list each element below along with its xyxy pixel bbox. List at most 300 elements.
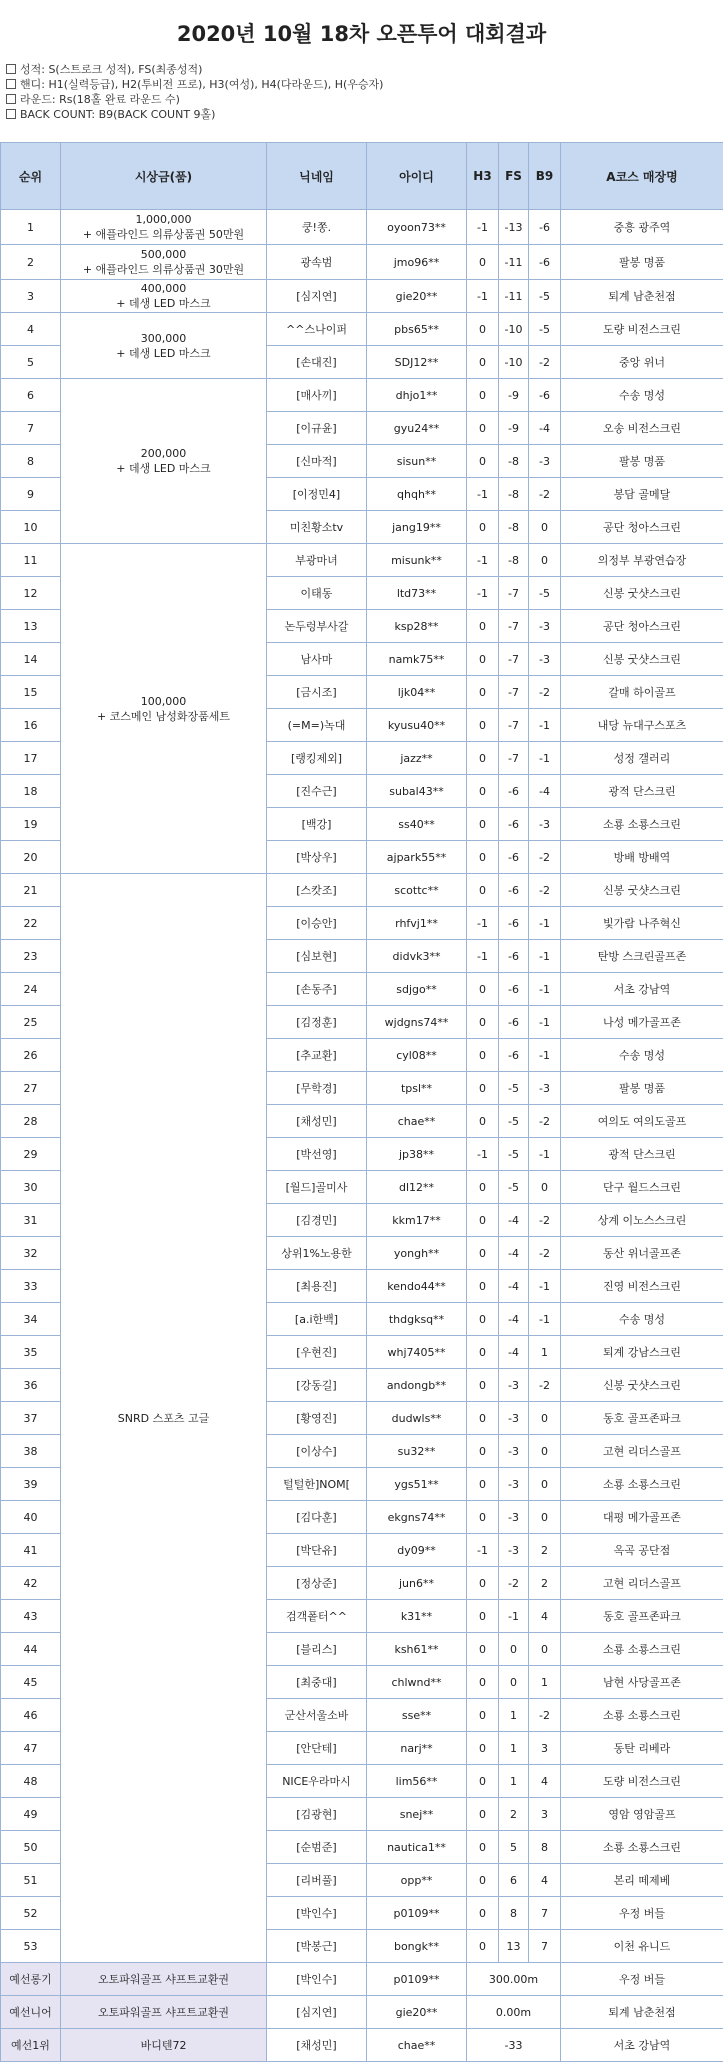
store-cell: 성정 갤러리 — [561, 742, 723, 775]
nickname-cell: [최용진] — [267, 1270, 367, 1303]
b9-cell: 1 — [529, 1666, 561, 1699]
rank-cell: 19 — [1, 808, 61, 841]
b9-cell: -2 — [529, 346, 561, 379]
fs-cell: -4 — [499, 1336, 529, 1369]
h3-cell: 0 — [467, 1303, 499, 1336]
store-cell: 의정부 부광연습장 — [561, 544, 723, 577]
b9-cell: 4 — [529, 1600, 561, 1633]
fs-cell: -13 — [499, 210, 529, 245]
fs-cell: -3 — [499, 1402, 529, 1435]
fs-cell: -3 — [499, 1369, 529, 1402]
b9-cell: -2 — [529, 841, 561, 874]
rank-cell: 41 — [1, 1534, 61, 1567]
fs-cell: 1 — [499, 1732, 529, 1765]
rank-cell: 3 — [1, 280, 61, 313]
fs-cell: 13 — [499, 1930, 529, 1963]
h3-cell: 0 — [467, 346, 499, 379]
b9-cell: 0 — [529, 1633, 561, 1666]
id-cell: thdgksq** — [367, 1303, 467, 1336]
h3-cell: 0 — [467, 445, 499, 478]
nickname-cell: [박인수] — [267, 1963, 367, 1996]
award-name-cell: 예선니어 — [1, 1996, 61, 2029]
store-cell: 소룡 소룡스크린 — [561, 808, 723, 841]
legend-text: 핸디: H1(실력등급), H2(투비전 프로), H3(여성), H4(다라운드), H(우승자) — [20, 78, 384, 91]
nickname-cell: [김다훈] — [267, 1501, 367, 1534]
b9-cell: 2 — [529, 1534, 561, 1567]
id-cell: p0109** — [367, 1897, 467, 1930]
store-cell: 갈매 하이골프 — [561, 676, 723, 709]
nickname-cell: ^^스나이퍼 — [267, 313, 367, 346]
nickname-cell: [이규윤] — [267, 412, 367, 445]
id-cell: whj7405** — [367, 1336, 467, 1369]
id-cell: dudwls** — [367, 1402, 467, 1435]
store-cell: 수송 명성 — [561, 379, 723, 412]
h3-cell: 0 — [467, 1666, 499, 1699]
b9-cell: 0 — [529, 1468, 561, 1501]
b9-cell: 7 — [529, 1897, 561, 1930]
store-cell: 고현 리더스골프 — [561, 1435, 723, 1468]
rank-cell: 31 — [1, 1204, 61, 1237]
b9-cell: -1 — [529, 742, 561, 775]
id-cell: subal43** — [367, 775, 467, 808]
nickname-cell: [우현진] — [267, 1336, 367, 1369]
rank-cell: 35 — [1, 1336, 61, 1369]
b9-cell: 0 — [529, 1171, 561, 1204]
b9-cell: -2 — [529, 676, 561, 709]
rank-cell: 26 — [1, 1039, 61, 1072]
id-cell: ygs51** — [367, 1468, 467, 1501]
store-cell: 퇴계 강남스크린 — [561, 1336, 723, 1369]
nickname-cell: 광속범 — [267, 245, 367, 280]
nickname-cell: [박봉근] — [267, 1930, 367, 1963]
b9-cell: -1 — [529, 940, 561, 973]
fs-cell: -9 — [499, 412, 529, 445]
store-cell: 수송 명성 — [561, 1039, 723, 1072]
store-cell: 소룡 소룡스크린 — [561, 1699, 723, 1732]
nickname-cell: [추교환] — [267, 1039, 367, 1072]
fs-cell: -11 — [499, 245, 529, 280]
b9-cell: -2 — [529, 1204, 561, 1237]
fs-cell: -6 — [499, 841, 529, 874]
id-cell: snej** — [367, 1798, 467, 1831]
store-cell: 광적 단스크린 — [561, 775, 723, 808]
rank-cell: 37 — [1, 1402, 61, 1435]
fs-cell: -7 — [499, 643, 529, 676]
id-cell: gyu24** — [367, 412, 467, 445]
h3-cell: 0 — [467, 412, 499, 445]
h3-cell: 0 — [467, 1765, 499, 1798]
fs-cell: -6 — [499, 973, 529, 1006]
rank-cell: 1 — [1, 210, 61, 245]
store-cell: 우정 버들 — [561, 1963, 723, 1996]
nickname-cell: [최중대] — [267, 1666, 367, 1699]
header-fs: FS — [499, 143, 529, 210]
award-prize-cell: 바디텐72 — [61, 2029, 267, 2062]
store-cell: 광적 단스크린 — [561, 1138, 723, 1171]
store-cell: 팔봉 명품 — [561, 445, 723, 478]
rank-cell: 21 — [1, 874, 61, 907]
nickname-cell: [박인수] — [267, 1897, 367, 1930]
b9-cell: 0 — [529, 1435, 561, 1468]
b9-cell: -6 — [529, 210, 561, 245]
h3-cell: 0 — [467, 379, 499, 412]
fs-cell: -6 — [499, 1006, 529, 1039]
nickname-cell: [박선영] — [267, 1138, 367, 1171]
b9-cell: 3 — [529, 1732, 561, 1765]
prize-cell — [61, 210, 267, 245]
table-row — [1, 245, 723, 280]
h3-cell: -1 — [467, 940, 499, 973]
rank-cell: 12 — [1, 577, 61, 610]
rank-cell: 42 — [1, 1567, 61, 1600]
nickname-cell: [김정훈] — [267, 1006, 367, 1039]
store-cell: 본리 떼제베 — [561, 1864, 723, 1897]
nickname-cell: [안단테] — [267, 1732, 367, 1765]
store-cell: 내당 뉴대구스포츠 — [561, 709, 723, 742]
id-cell: kendo44** — [367, 1270, 467, 1303]
b9-cell: -6 — [529, 245, 561, 280]
rank-cell: 13 — [1, 610, 61, 643]
rank-cell: 22 — [1, 907, 61, 940]
nickname-cell: 털털한]NOM[ — [267, 1468, 367, 1501]
b9-cell: -5 — [529, 577, 561, 610]
store-cell: 우정 버들 — [561, 1897, 723, 1930]
store-cell: 공단 청아스크린 — [561, 610, 723, 643]
h3-cell: -1 — [467, 907, 499, 940]
h3-cell: 0 — [467, 1468, 499, 1501]
b9-cell: 0 — [529, 511, 561, 544]
rank-cell: 2 — [1, 245, 61, 280]
fs-cell: -9 — [499, 379, 529, 412]
nickname-cell: 부광마녀 — [267, 544, 367, 577]
h3-cell: -1 — [467, 544, 499, 577]
rank-cell: 51 — [1, 1864, 61, 1897]
b9-cell: -1 — [529, 1303, 561, 1336]
fs-cell: -3 — [499, 1435, 529, 1468]
id-cell: su32** — [367, 1435, 467, 1468]
h3-cell: -1 — [467, 577, 499, 610]
prize-item: + 데생 LED 마스크 — [116, 346, 211, 360]
store-cell: 신봉 굿샷스크린 — [561, 577, 723, 610]
fs-cell: -4 — [499, 1204, 529, 1237]
h3-cell: 0 — [467, 1732, 499, 1765]
h3-cell: 0 — [467, 610, 499, 643]
h3-cell: 0 — [467, 1105, 499, 1138]
id-cell: wjdgns74** — [367, 1006, 467, 1039]
b9-cell: 7 — [529, 1930, 561, 1963]
nickname-cell: [이정민4] — [267, 478, 367, 511]
nickname-cell: [금시조] — [267, 676, 367, 709]
prize-amount: 200,000 — [140, 447, 187, 460]
fs-cell: -6 — [499, 940, 529, 973]
id-cell: ekgns74** — [367, 1501, 467, 1534]
special-award-row — [1, 2029, 723, 2062]
fs-cell: -8 — [499, 445, 529, 478]
nickname-cell: [채성민] — [267, 2029, 367, 2062]
fs-cell: -2 — [499, 1567, 529, 1600]
b9-cell: -1 — [529, 907, 561, 940]
id-cell: dhjo1** — [367, 379, 467, 412]
nickname-cell: 쿵!쫑. — [267, 210, 367, 245]
nickname-cell: 군산서울소바 — [267, 1699, 367, 1732]
prize-cell — [61, 245, 267, 280]
h3-cell: 0 — [467, 1930, 499, 1963]
nickname-cell: (=M=)녹대 — [267, 709, 367, 742]
store-cell: 오송 비전스크린 — [561, 412, 723, 445]
store-cell: 도량 비전스크린 — [561, 1765, 723, 1798]
page-title: 2020년 10월 18차 오픈투어 대회결과 — [176, 22, 547, 46]
id-cell: sisun** — [367, 445, 467, 478]
prize-cell — [61, 874, 267, 1963]
id-cell: dl12** — [367, 1171, 467, 1204]
id-cell: scottc** — [367, 874, 467, 907]
nickname-cell: [랭킹제외] — [267, 742, 367, 775]
rank-cell: 9 — [1, 478, 61, 511]
fs-cell: -4 — [499, 1303, 529, 1336]
store-cell: 동산 위너골프존 — [561, 1237, 723, 1270]
h3-cell: 0 — [467, 1633, 499, 1666]
rank-cell: 47 — [1, 1732, 61, 1765]
rank-cell: 46 — [1, 1699, 61, 1732]
id-cell: SDJ12** — [367, 346, 467, 379]
id-cell: ksh61** — [367, 1633, 467, 1666]
h3-cell: 0 — [467, 1501, 499, 1534]
id-cell: opp** — [367, 1864, 467, 1897]
nickname-cell: [이승안] — [267, 907, 367, 940]
rank-cell: 14 — [1, 643, 61, 676]
b9-cell: 8 — [529, 1831, 561, 1864]
fs-cell: -6 — [499, 775, 529, 808]
id-cell: gie20** — [367, 1996, 467, 2029]
store-cell: 동호 골프존파크 — [561, 1600, 723, 1633]
prize-amount: 300,000 — [140, 331, 187, 345]
h3-cell: 0 — [467, 1798, 499, 1831]
award-value-cell: 300.00m — [467, 1963, 561, 1996]
legend-item — [6, 62, 723, 77]
b9-cell: -1 — [529, 1270, 561, 1303]
fs-cell: -7 — [499, 577, 529, 610]
nickname-cell: [정상준] — [267, 1567, 367, 1600]
store-cell: 신봉 굿샷스크린 — [561, 643, 723, 676]
h3-cell: 0 — [467, 874, 499, 907]
b9-cell: 4 — [529, 1765, 561, 1798]
table-row — [1, 313, 723, 346]
fs-cell: 0 — [499, 1666, 529, 1699]
fs-cell: -5 — [499, 1138, 529, 1171]
nickname-cell: [심지연] — [267, 1996, 367, 2029]
id-cell: jang19** — [367, 511, 467, 544]
h3-cell: 0 — [467, 1336, 499, 1369]
store-cell: 신봉 굿샷스크린 — [561, 874, 723, 907]
award-name-cell: 예선1위 — [1, 2029, 61, 2062]
b9-cell: -3 — [529, 808, 561, 841]
checkbox-icon — [6, 94, 16, 104]
rank-cell: 25 — [1, 1006, 61, 1039]
prize-amount: SNRD 스포츠 고글 — [117, 1411, 210, 1425]
store-cell: 남현 사당골프존 — [561, 1666, 723, 1699]
fs-cell: -8 — [499, 478, 529, 511]
b9-cell: -5 — [529, 313, 561, 346]
rank-cell: 38 — [1, 1435, 61, 1468]
nickname-cell: [진수근] — [267, 775, 367, 808]
prize-item: + 코스메인 남성화장품세트 — [96, 709, 231, 723]
id-cell: pbs65** — [367, 313, 467, 346]
rank-cell: 10 — [1, 511, 61, 544]
fs-cell: 8 — [499, 1897, 529, 1930]
rank-cell: 16 — [1, 709, 61, 742]
h3-cell: 0 — [467, 709, 499, 742]
prize-amount: 400,000 — [140, 282, 187, 295]
fs-cell: -6 — [499, 907, 529, 940]
id-cell: andongb** — [367, 1369, 467, 1402]
prize-cell — [61, 544, 267, 874]
h3-cell: 0 — [467, 1897, 499, 1930]
h3-cell: -1 — [467, 1138, 499, 1171]
id-cell: rhfvj1** — [367, 907, 467, 940]
header-id: 아이디 — [367, 143, 467, 210]
h3-cell: 0 — [467, 1864, 499, 1897]
h3-cell: 0 — [467, 245, 499, 280]
b9-cell: -2 — [529, 874, 561, 907]
rank-cell: 7 — [1, 412, 61, 445]
h3-cell: 0 — [467, 313, 499, 346]
id-cell: misunk** — [367, 544, 467, 577]
fs-cell: -8 — [499, 544, 529, 577]
checkbox-icon — [6, 79, 16, 89]
special-award-row — [1, 1963, 723, 1996]
rank-cell: 32 — [1, 1237, 61, 1270]
h3-cell: 0 — [467, 775, 499, 808]
b9-cell: -1 — [529, 1138, 561, 1171]
rank-cell: 44 — [1, 1633, 61, 1666]
rank-cell: 39 — [1, 1468, 61, 1501]
header-nickname: 닉네임 — [267, 143, 367, 210]
store-cell: 빛가람 나주혁신 — [561, 907, 723, 940]
prize-item: + 애플라인드 의류상품권 30만원 — [82, 263, 245, 276]
store-cell: 팔봉 명품 — [561, 1072, 723, 1105]
nickname-cell: [이상수] — [267, 1435, 367, 1468]
nickname-cell: [손대진] — [267, 346, 367, 379]
fs-cell: 5 — [499, 1831, 529, 1864]
legend-item — [6, 107, 723, 122]
id-cell: bongk** — [367, 1930, 467, 1963]
fs-cell: 0 — [499, 1633, 529, 1666]
b9-cell: -2 — [529, 478, 561, 511]
rank-cell: 49 — [1, 1798, 61, 1831]
nickname-cell: 상위1%노용한 — [267, 1237, 367, 1270]
store-cell: 이천 유니드 — [561, 1930, 723, 1963]
rank-cell: 5 — [1, 346, 61, 379]
id-cell: chlwnd** — [367, 1666, 467, 1699]
id-cell: tpsl** — [367, 1072, 467, 1105]
checkbox-icon — [6, 109, 16, 119]
prize-amount: 100,000 — [140, 694, 187, 708]
id-cell: gie20** — [367, 280, 467, 313]
store-cell: 탄방 스크린골프존 — [561, 940, 723, 973]
table-row — [1, 544, 723, 577]
h3-cell: 0 — [467, 1402, 499, 1435]
fs-cell: -1 — [499, 1600, 529, 1633]
b9-cell: -4 — [529, 412, 561, 445]
rank-cell: 36 — [1, 1369, 61, 1402]
legend-item — [6, 92, 723, 107]
header-store: A코스 매장명 — [561, 143, 723, 210]
fs-cell: 2 — [499, 1798, 529, 1831]
fs-cell: -3 — [499, 1534, 529, 1567]
store-cell: 고현 리더스골프 — [561, 1567, 723, 1600]
legend-text: 라운드: Rs(18홀 완료 라운드 수) — [20, 93, 180, 106]
nickname-cell: [황영진] — [267, 1402, 367, 1435]
b9-cell: 1 — [529, 1336, 561, 1369]
id-cell: oyoon73** — [367, 210, 467, 245]
store-cell: 서초 강남역 — [561, 973, 723, 1006]
fs-cell: 6 — [499, 1864, 529, 1897]
table-row — [1, 210, 723, 245]
legend-text: BACK COUNT: B9(BACK COUNT 9홀) — [20, 108, 216, 121]
rank-cell: 24 — [1, 973, 61, 1006]
rank-cell: 6 — [1, 379, 61, 412]
id-cell: ss40** — [367, 808, 467, 841]
h3-cell: 0 — [467, 973, 499, 1006]
nickname-cell: [손동주] — [267, 973, 367, 1006]
id-cell: namk75** — [367, 643, 467, 676]
rank-cell: 50 — [1, 1831, 61, 1864]
b9-cell: -1 — [529, 973, 561, 1006]
prize-amount: 1,000,000 — [135, 213, 192, 226]
b9-cell: 2 — [529, 1567, 561, 1600]
h3-cell: -1 — [467, 280, 499, 313]
id-cell: jp38** — [367, 1138, 467, 1171]
b9-cell: -1 — [529, 1039, 561, 1072]
h3-cell: 0 — [467, 1270, 499, 1303]
id-cell: nautica1** — [367, 1831, 467, 1864]
nickname-cell: [매사끼] — [267, 379, 367, 412]
prize-item: + 데생 LED 마스크 — [116, 462, 211, 475]
nickname-cell: [백강] — [267, 808, 367, 841]
rank-cell: 11 — [1, 544, 61, 577]
fs-cell: -10 — [499, 313, 529, 346]
legend — [0, 62, 723, 122]
fs-cell: -5 — [499, 1072, 529, 1105]
id-cell: jazz** — [367, 742, 467, 775]
h3-cell: 0 — [467, 1600, 499, 1633]
h3-cell: 0 — [467, 1039, 499, 1072]
id-cell: sse** — [367, 1699, 467, 1732]
id-cell: k31** — [367, 1600, 467, 1633]
rank-cell: 43 — [1, 1600, 61, 1633]
fs-cell: -7 — [499, 709, 529, 742]
h3-cell: 0 — [467, 1006, 499, 1039]
nickname-cell: [채성민] — [267, 1105, 367, 1138]
fs-cell: -3 — [499, 1468, 529, 1501]
rank-cell: 30 — [1, 1171, 61, 1204]
id-cell: chae** — [367, 1105, 467, 1138]
nickname-cell: [신마적] — [267, 445, 367, 478]
prize-cell — [61, 280, 267, 313]
h3-cell: 0 — [467, 1435, 499, 1468]
table-row — [1, 379, 723, 412]
store-cell: 소룡 소룡스크린 — [561, 1468, 723, 1501]
store-cell: 옥곡 공단점 — [561, 1534, 723, 1567]
legend-text: 성적: S(스트로크 성적), FS(최종성적) — [20, 63, 203, 76]
h3-cell: 0 — [467, 676, 499, 709]
b9-cell: -5 — [529, 280, 561, 313]
id-cell: jmo96** — [367, 245, 467, 280]
store-cell: 소룡 소룡스크린 — [561, 1633, 723, 1666]
b9-cell: 4 — [529, 1864, 561, 1897]
h3-cell: 0 — [467, 808, 499, 841]
rank-cell: 15 — [1, 676, 61, 709]
